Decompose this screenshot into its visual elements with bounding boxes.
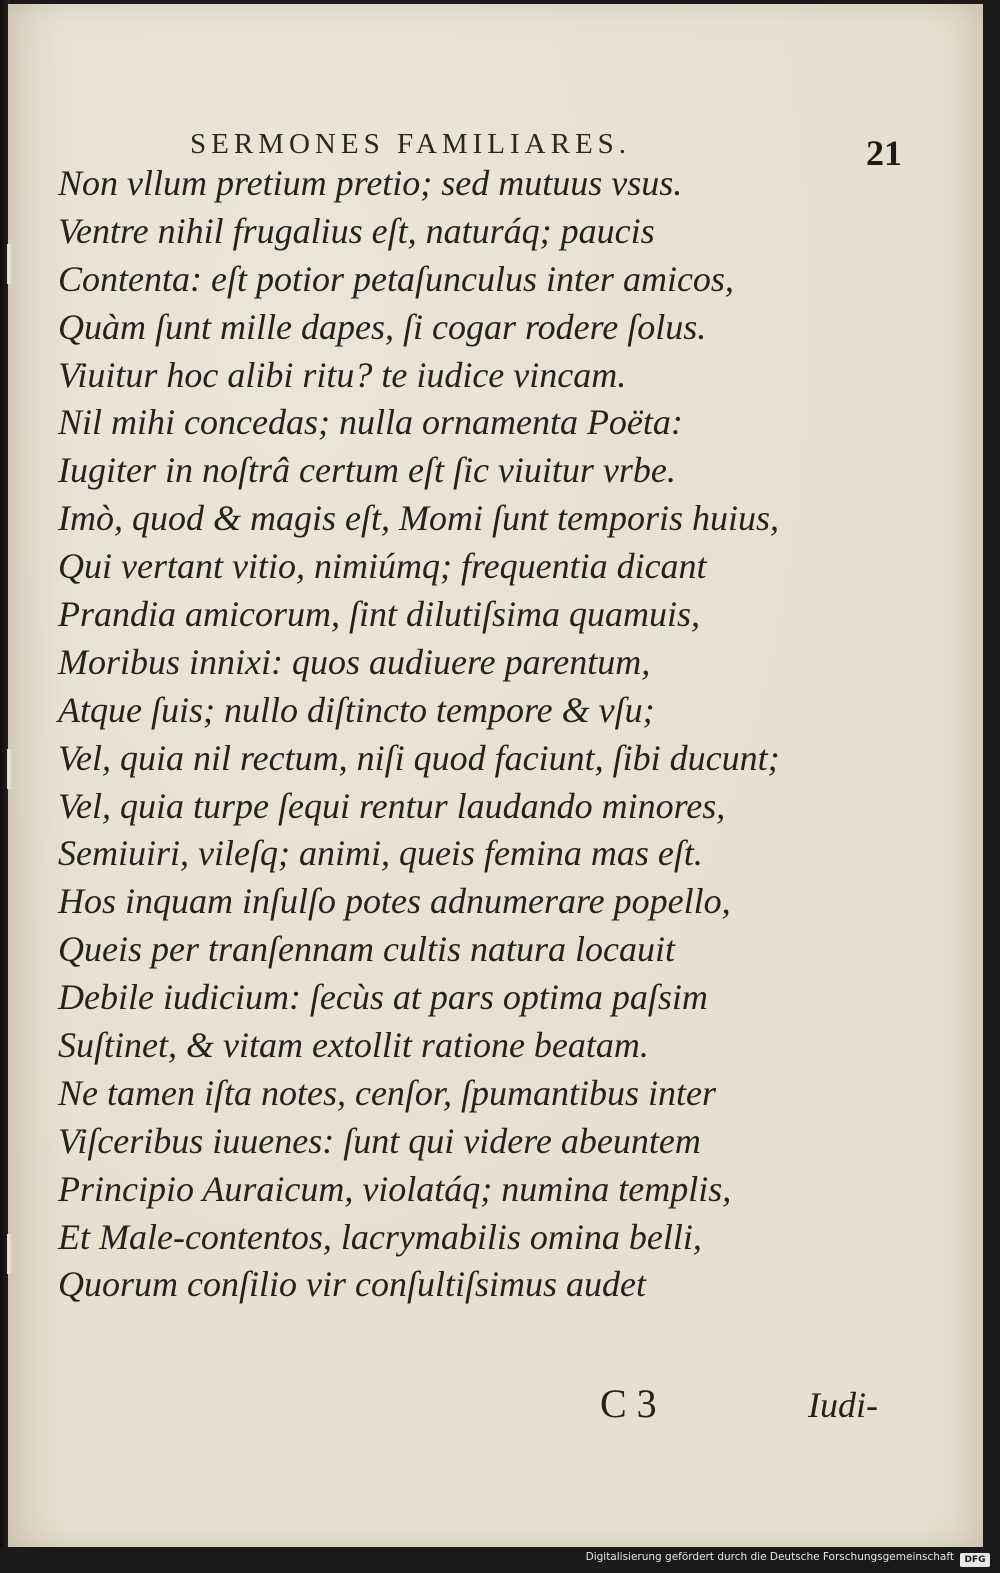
verse-line: Viuitur hoc alibi ritu? te iudice vincam.	[58, 354, 627, 395]
verse-line: Ventre nihil frugalius eſt, naturáq; paucis	[58, 210, 655, 251]
verse-line: Iugiter in noſtrâ certum eſt ſic viuitur vrbe.	[58, 450, 676, 491]
verse-line: Prandia amicorum, ſint dilutiſsima quamuis,	[58, 594, 701, 635]
verse-line: Semiuiri, vileſq; animi, queis femina mas eſt.	[58, 833, 703, 874]
verse-line: Imò, quod & magis eſt, Momi ſunt temporis huius,	[58, 498, 779, 539]
verse-line: Nil mihi concedas; nulla ornamenta Poëta:	[58, 402, 683, 443]
verse-line: Qui vertant vitio, nimiúmq; frequentia dicant	[58, 546, 707, 587]
verse-line: Moribus innixi: quos audiuere parentum,	[58, 641, 651, 682]
running-head-title: SERMONES FAMILIARES.	[190, 128, 632, 160]
dfg-logo-icon: DFG	[960, 1553, 990, 1567]
digitization-credit: Digitalisierung gefördert durch die Deutsche Forschungsgemeinschaft	[585, 1551, 954, 1563]
page-number: 21	[866, 133, 902, 173]
page-edge-crease	[7, 244, 13, 284]
verse-line: Hos inquam inſulſo potes adnumerare popello,	[58, 881, 731, 922]
verse-line: Suſtinet, & vitam extollit ratione beatam.	[58, 1025, 649, 1066]
verse-line: Non vllum pretium pretio; sed mutuus vsus.	[58, 163, 683, 203]
verse-line: Ne tamen iſta notes, cenſor, ſpumantibus inter	[58, 1072, 716, 1113]
verse-line: Quorum conſilio vir conſultiſsimus audet	[58, 1264, 646, 1305]
catchword: Iudi-	[808, 1385, 878, 1425]
verse-line: Et Male-contentos, lacrymabilis omina belli,	[58, 1216, 702, 1257]
verse-line: Quàm ſunt mille dapes, ſi cogar rodere ſolus.	[58, 306, 707, 347]
verse-text-block	[58, 160, 958, 1309]
signature-mark: C 3	[600, 1381, 657, 1426]
verse-line: Principio Auraicum, violatáq; numina templis,	[58, 1168, 732, 1209]
verse-line: Contenta: eſt potior petaſunculus inter amicos,	[58, 258, 734, 299]
verse-line: Atque ſuis; nullo diſtincto tempore & vſu;	[58, 689, 655, 730]
verse-line: Queis per tranſennam cultis natura locauit	[58, 929, 675, 970]
page-edge-crease	[7, 749, 13, 789]
verse-line: Vel, quia turpe ſequi rentur laudando minores,	[58, 785, 726, 826]
page-edge-crease	[7, 1234, 13, 1274]
verse-line: Debile iudicium: ſecùs at pars optima paſsim	[58, 977, 708, 1018]
verse-line: Viſceribus iuuenes: ſunt qui videre abeuntem	[58, 1120, 701, 1161]
verse-line: Vel, quia nil rectum, niſi quod faciunt, ſibi ducunt;	[58, 737, 780, 778]
